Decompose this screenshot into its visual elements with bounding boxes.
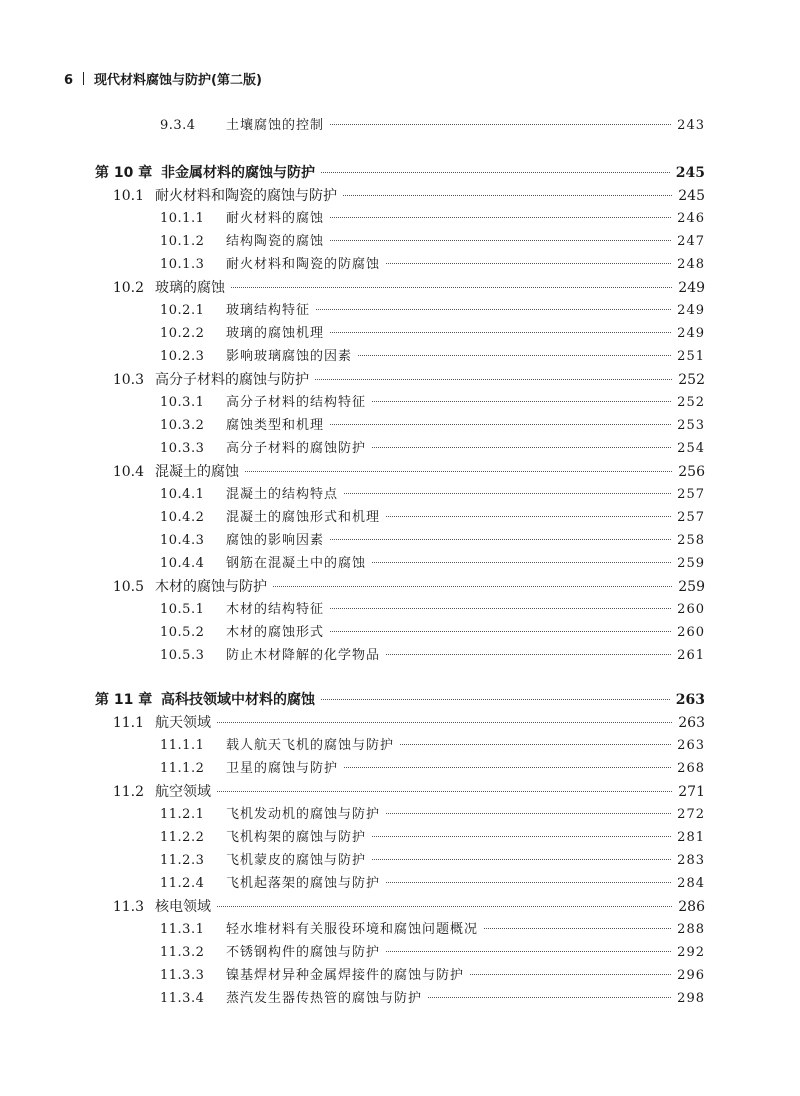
entry-number: 10.2.2 [160, 326, 205, 341]
dot-leader [386, 263, 671, 264]
toc-subsection-entry[interactable] [160, 438, 705, 460]
entry-page-number: 261 [677, 648, 705, 663]
dot-leader [217, 791, 672, 792]
entry-number: 10.4.4 [160, 556, 205, 571]
entry-page-number: 263 [677, 738, 705, 753]
entry-title: 土壤腐蚀的控制 [226, 118, 325, 133]
toc-section-entry[interactable] [95, 896, 705, 918]
dot-leader [330, 332, 671, 333]
dot-leader [372, 836, 671, 837]
entry-page-number: 258 [677, 533, 705, 548]
toc-section-entry[interactable] [95, 461, 705, 483]
toc-section-entry[interactable] [95, 277, 705, 299]
entry-title: 高分子材料的结构特征 [226, 395, 367, 410]
toc-subsection-entry[interactable] [160, 873, 705, 895]
dot-leader [330, 240, 671, 241]
entry-number: 10.2 [112, 280, 144, 296]
entry-page-number: 249 [677, 326, 705, 341]
running-header [64, 72, 262, 90]
dot-leader [330, 608, 671, 609]
toc-subsection-entry[interactable] [160, 484, 705, 506]
entry-page-number: 260 [677, 625, 705, 640]
entry-number: 10.1.2 [160, 234, 205, 249]
toc-subsection-entry[interactable] [160, 530, 705, 552]
entry-number: 10.3 [112, 372, 144, 388]
entry-number: 10.1.3 [160, 257, 205, 272]
entry-title: 玻璃结构特征 [226, 303, 311, 318]
entry-title: 腐蚀类型和机理 [226, 418, 325, 433]
entry-number: 11.2 [112, 784, 144, 800]
entry-title: 飞机蒙皮的腐蚀与防护 [226, 853, 367, 868]
entry-number: 11.2.2 [160, 830, 205, 845]
entry-number: 11.1 [112, 715, 144, 731]
entry-number: 10.5.1 [160, 602, 205, 617]
entry-number: 10.5 [112, 579, 144, 595]
entry-title: 航天领域 [155, 715, 211, 731]
dot-leader [217, 722, 672, 723]
toc-subsection-entry[interactable] [160, 208, 705, 230]
entry-page-number: 272 [677, 807, 705, 822]
entry-title: 木材的结构特征 [226, 602, 325, 617]
dot-leader [330, 424, 671, 425]
dot-leader [330, 539, 671, 540]
dot-leader [428, 997, 671, 998]
entry-page-number: 284 [677, 876, 705, 891]
entry-title: 钢筋在混凝土中的腐蚀 [226, 556, 367, 571]
entry-number: 第 10 章 [95, 165, 153, 181]
entry-title: 航空领域 [155, 784, 211, 800]
entry-title: 核电领域 [155, 899, 211, 915]
toc-subsection-entry[interactable] [160, 323, 705, 345]
entry-title: 防止木材降解的化学物品 [226, 648, 381, 663]
entry-title: 玻璃的腐蚀 [155, 280, 225, 296]
entry-page-number: 252 [677, 395, 705, 410]
entry-page-number: 254 [677, 441, 705, 456]
entry-title: 高分子材料的腐蚀防护 [226, 441, 367, 456]
dot-leader [321, 699, 670, 700]
toc-subsection-entry[interactable] [160, 599, 705, 621]
entry-number: 11.2.1 [160, 807, 205, 822]
dot-leader [273, 586, 672, 587]
entry-title: 飞机起落架的腐蚀与防护 [226, 876, 381, 891]
entry-number: 9.3.4 [160, 118, 196, 133]
entry-number: 11.2.4 [160, 876, 205, 891]
entry-page-number: 245 [675, 165, 705, 181]
entry-title: 耐火材料和陶瓷的防腐蚀 [226, 257, 381, 272]
toc-subsection-entry[interactable] [160, 919, 705, 941]
entry-title: 飞机发动机的腐蚀与防护 [226, 807, 381, 822]
entry-page-number: 257 [677, 487, 705, 502]
toc-subsection-entry[interactable] [160, 735, 705, 757]
toc-subsection-entry[interactable] [160, 942, 705, 964]
dot-leader [372, 401, 671, 402]
toc-subsection-entry[interactable] [160, 231, 705, 253]
entry-page-number: 286 [678, 899, 705, 915]
entry-number: 10.4.2 [160, 510, 205, 525]
toc-subsection-entry[interactable] [160, 850, 705, 872]
toc-subsection-entry[interactable] [160, 346, 705, 368]
entry-number: 10.5.3 [160, 648, 205, 663]
toc-subsection-entry[interactable] [160, 507, 705, 529]
entry-page-number: 281 [677, 830, 705, 845]
dot-leader [231, 287, 672, 288]
entry-title: 混凝土的腐蚀形式和机理 [226, 510, 381, 525]
dot-leader [358, 355, 671, 356]
entry-number: 10.4.3 [160, 533, 205, 548]
entry-title: 耐火材料和陶瓷的腐蚀与防护 [155, 188, 337, 204]
dot-leader [316, 309, 671, 310]
entry-page-number: 252 [678, 372, 705, 388]
entry-number: 11.1.2 [160, 761, 205, 776]
entry-page-number: 248 [677, 257, 705, 272]
dot-leader [217, 906, 672, 907]
dot-leader [330, 631, 671, 632]
entry-title: 耐火材料的腐蚀 [226, 211, 325, 226]
entry-title: 混凝土的结构特点 [226, 487, 339, 502]
page-number: 6 [64, 73, 74, 88]
entry-number: 11.3.2 [160, 945, 205, 960]
dot-leader [386, 813, 671, 814]
entry-title: 高科技领域中材料的腐蚀 [161, 692, 315, 708]
dot-leader [245, 471, 672, 472]
dot-leader [386, 516, 671, 517]
entry-number: 10.4.1 [160, 487, 205, 502]
dot-leader [372, 447, 671, 448]
toc-subsection-entry[interactable] [160, 115, 705, 137]
entry-page-number: 249 [678, 280, 705, 296]
entry-title: 混凝土的腐蚀 [155, 464, 239, 480]
dot-leader [484, 928, 671, 929]
dot-leader [386, 951, 671, 952]
toc-subsection-entry[interactable] [160, 553, 705, 575]
dot-leader [386, 882, 671, 883]
entry-title: 结构陶瓷的腐蚀 [226, 234, 325, 249]
entry-number: 10.3.1 [160, 395, 205, 410]
entry-page-number: 288 [677, 922, 705, 937]
entry-page-number: 249 [677, 303, 705, 318]
toc-subsection-entry[interactable] [160, 758, 705, 780]
entry-title: 蒸汽发生器传热管的腐蚀与防护 [226, 991, 423, 1006]
toc-subsection-entry[interactable] [160, 827, 705, 849]
entry-title: 木材的腐蚀与防护 [155, 579, 267, 595]
entry-title: 高分子材料的腐蚀与防护 [155, 372, 309, 388]
entry-title: 镍基焊材异种金属焊接件的腐蚀与防护 [226, 968, 465, 983]
entry-title: 玻璃的腐蚀机理 [226, 326, 325, 341]
entry-number: 10.1.1 [160, 211, 205, 226]
entry-page-number: 259 [677, 556, 705, 571]
toc-subsection-entry[interactable] [160, 622, 705, 644]
toc-subsection-entry[interactable] [160, 804, 705, 826]
entry-title: 飞机构架的腐蚀与防护 [226, 830, 367, 845]
entry-page-number: 268 [677, 761, 705, 776]
entry-page-number: 263 [678, 715, 705, 731]
dot-leader [344, 493, 671, 494]
entry-title: 载人航天飞机的腐蚀与防护 [226, 738, 395, 753]
toc-subsection-entry[interactable] [160, 988, 705, 1010]
entry-title: 非金属材料的腐蚀与防护 [161, 165, 315, 181]
toc-subsection-entry[interactable] [160, 300, 705, 322]
entry-page-number: 263 [675, 692, 705, 708]
toc-section-entry[interactable] [95, 781, 705, 803]
entry-number: 11.3.1 [160, 922, 205, 937]
entry-number: 第 11 章 [95, 692, 153, 708]
entry-number: 10.5.2 [160, 625, 205, 640]
dot-leader [470, 974, 671, 975]
toc-subsection-entry[interactable] [160, 415, 705, 437]
toc-chapter-entry[interactable] [95, 689, 705, 711]
entry-page-number: 246 [677, 211, 705, 226]
entry-page-number: 259 [678, 579, 705, 595]
dot-leader [386, 654, 671, 655]
entry-title: 不锈钢构件的腐蚀与防护 [226, 945, 381, 960]
entry-page-number: 245 [678, 188, 705, 204]
entry-page-number: 253 [677, 418, 705, 433]
entry-page-number: 256 [678, 464, 705, 480]
entry-title: 腐蚀的影响因素 [226, 533, 325, 548]
toc-subsection-entry[interactable] [160, 392, 705, 414]
toc-subsection-entry[interactable] [160, 254, 705, 276]
entry-number: 10.1 [112, 188, 144, 204]
entry-title: 轻水堆材料有关服役环境和腐蚀问题概况 [226, 922, 479, 937]
dot-leader [372, 562, 671, 563]
entry-number: 10.2.3 [160, 349, 205, 364]
toc-section-entry[interactable] [95, 576, 705, 598]
entry-title: 卫星的腐蚀与防护 [226, 761, 339, 776]
entry-number: 10.2.1 [160, 303, 205, 318]
entry-number: 10.3.2 [160, 418, 205, 433]
dot-leader [400, 744, 671, 745]
entry-number: 10.3.3 [160, 441, 205, 456]
toc-section-entry[interactable] [95, 712, 705, 734]
toc-chapter-entry[interactable] [95, 162, 705, 184]
book-title: 现代材料腐蚀与防护(第二版) [94, 73, 262, 88]
dot-leader [330, 217, 671, 218]
entry-page-number: 283 [677, 853, 705, 868]
entry-page-number: 298 [677, 991, 705, 1006]
entry-page-number: 251 [677, 349, 705, 364]
entry-number: 11.3 [112, 899, 144, 915]
dot-leader [315, 379, 672, 380]
entry-number: 11.3.3 [160, 968, 205, 983]
entry-page-number: 247 [677, 234, 705, 249]
toc-section-entry[interactable] [95, 185, 705, 207]
dot-leader [321, 172, 670, 173]
entry-number: 11.1.1 [160, 738, 205, 753]
entry-page-number: 296 [677, 968, 705, 983]
toc-subsection-entry[interactable] [160, 965, 705, 987]
entry-title: 木材的腐蚀形式 [226, 625, 325, 640]
entry-page-number: 292 [677, 945, 705, 960]
dot-leader [372, 859, 671, 860]
entry-number: 11.2.3 [160, 853, 205, 868]
toc-section-entry[interactable] [95, 369, 705, 391]
entry-page-number: 243 [677, 118, 705, 133]
entry-title: 影响玻璃腐蚀的因素 [226, 349, 353, 364]
entry-page-number: 271 [678, 784, 705, 800]
dot-leader [330, 124, 671, 125]
toc-subsection-entry[interactable] [160, 645, 705, 667]
entry-number: 10.4 [112, 464, 144, 480]
dot-leader [343, 195, 672, 196]
entry-number: 11.3.4 [160, 991, 205, 1006]
dot-leader [344, 767, 671, 768]
header-divider [83, 72, 84, 85]
entry-page-number: 260 [677, 602, 705, 617]
entry-page-number: 257 [677, 510, 705, 525]
